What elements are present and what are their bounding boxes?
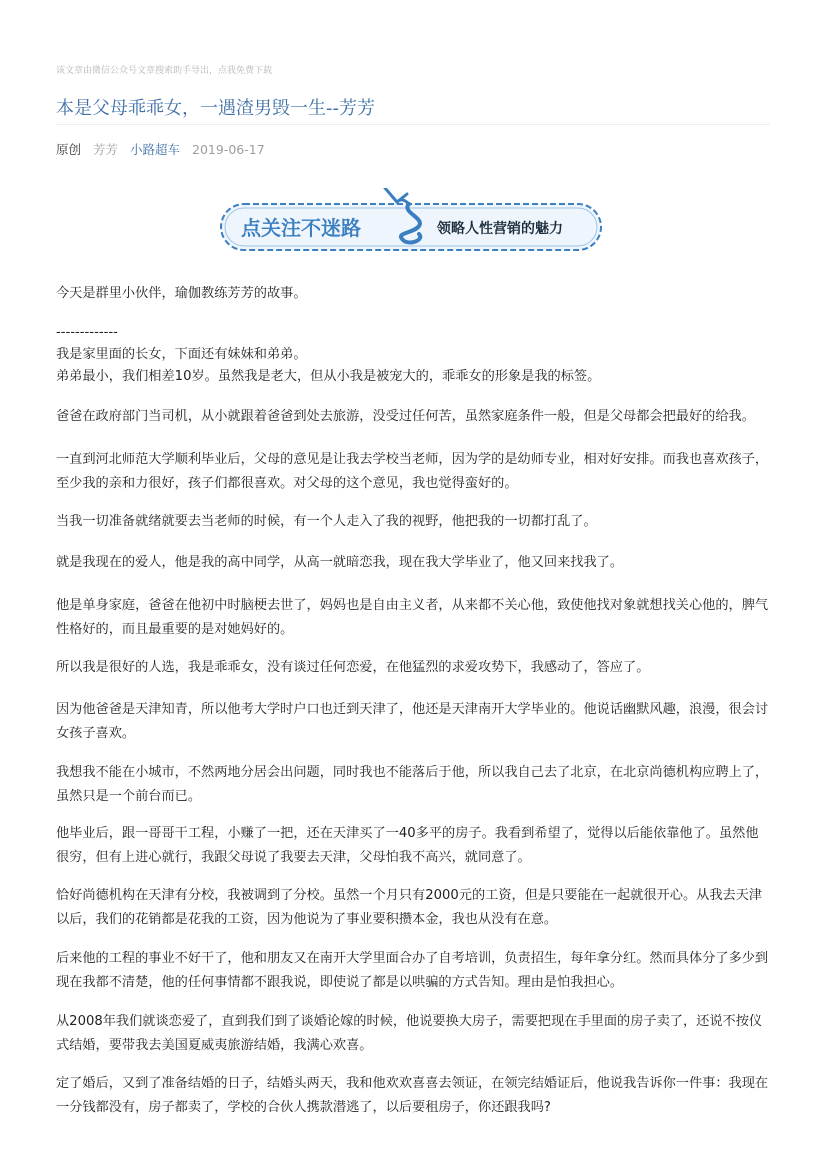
paragraph-business: 后来他的工程的事业不好干了，他和朋友又在南开大学里面合办了自考培训，负责招生，每年拿分红。然而具体分了多少到现在我都不清楚，他的任何事情都不跟我说，即使说了都是以哄骗的方式告知。理由是怕我担心。 <box>56 951 769 990</box>
paragraph-marriage-plan: 从2008年我们就谈恋爱了，直到我们到了谈婚论嫁的时候，他说要换大房子，需要把现在手里面的房子卖了，还说不按仪式结婚，要带我去美国夏威夷旅游结婚，我满心欢喜。 <box>56 1014 763 1053</box>
follow-banner <box>219 188 603 252</box>
paragraph-family: 我是家里面的长女，下面还有妹妹和弟弟。 <box>56 347 307 362</box>
paragraph-husband: 就是我现在的爱人，他是我的高中同学，从高一就暗恋我，现在我大学毕业了，他又回来找我了。 <box>56 555 624 570</box>
banner-right-text: 领略人性营销的魅力 <box>437 221 563 237</box>
paragraph-salary: 恰好尚德机构在天津有分校，我被调到了分校。虽然一个月只有2000元的工资，但是只要能在一起就很开心。从我去天津以后，我们的花销都是花我的工资，因为他说为了事业要积攒本金，我也从没有在意。 <box>56 888 763 927</box>
paragraph-accepted: 所以我是很好的人选，我是乖乖女，没有谈过任何恋爱，在他猛烈的求爱攻势下，我感动了，答应了。 <box>56 660 650 675</box>
export-notice-link[interactable]: 该文章由微信公众号文章搜索助手导出，点我免费下载 <box>56 66 273 76</box>
paragraph-tianjin: 因为他爸爸是天津知青，所以他考大学时户口也迁到天津了，他还是天津南开大学毕业的。他说话幽默风趣，浪漫，很会讨女孩子喜欢。 <box>56 702 769 741</box>
original-badge: 原创 <box>56 142 82 157</box>
account-link[interactable]: 小路超车 <box>130 142 181 157</box>
publish-date: 2019-06-17 <box>192 142 265 157</box>
paragraph-intro: 今天是群里小伙伴，瑜伽教练芳芳的故事。 <box>56 286 307 301</box>
article-meta <box>56 140 273 158</box>
paragraph-father: 爸爸在政府部门当司机，从小就跟着爸爸到处去旅游，没受过任何苦，虽然家庭条件一般，但是父母都会把最好的给我。 <box>56 409 755 424</box>
paragraph-house: 他毕业后，跟一哥哥干工程，小赚了一把，还在天津买了一40多平的房子。我看到希望了，觉得以后能依靠他了。虽然他很穷，但有上进心就行，我跟父母说了我要去天津，父母怕我不高兴，就同意了。 <box>56 826 759 865</box>
paragraph-turning-point: 当我一切准备就绪就要去当老师的时候，有一个人走入了我的视野，他把我的一切都打乱了。 <box>56 514 597 529</box>
paragraph-brother: 弟弟最小，我们相差10岁。虽然我是老大，但从小我是被宠大的，乖乖女的形象是我的标签。 <box>56 369 601 384</box>
paragraph-single-parent: 他是单身家庭，爸爸在他初中时脑梗去世了，妈妈也是自由主义者，从来都不关心他，致使他找对象就想找关心他的，脾气性格好的，而且最重要的是对她妈好的。 <box>56 598 769 637</box>
author-name: 芳芳 <box>93 142 119 157</box>
paragraph-separator: ------------- <box>56 325 118 340</box>
paragraph-confession: 定了婚后，又到了准备结婚的日子，结婚头两天，我和他欢欢喜喜去领证，在领完结婚证后，他说我告诉你一件事：我现在一分钱都没有，房子都卖了，学校的合伙人携款潜逃了，以后要租房子，你还跟我吗? <box>56 1076 769 1115</box>
paragraph-beijing: 我想我不能在小城市，不然两地分居会出问题，同时我也不能落后于他，所以我自己去了北京，在北京尚德机构应聘上了，虽然只是一个前台而已。 <box>56 765 769 804</box>
article-title: 本是父母乖乖女，一遇渣男毁一生--芳芳 <box>56 98 375 119</box>
title-divider <box>56 124 770 125</box>
paragraph-graduation: 一直到河北师范大学顺利毕业后，父母的意见是让我去学校当老师，因为学的是幼师专业，相对好安排。而我也喜欢孩子，至少我的亲和力很好，孩子们都很喜欢。对父母的这个意见，我也觉得蛮好的。 <box>56 452 769 491</box>
banner-left-text: 点关注不迷路 <box>241 216 361 240</box>
